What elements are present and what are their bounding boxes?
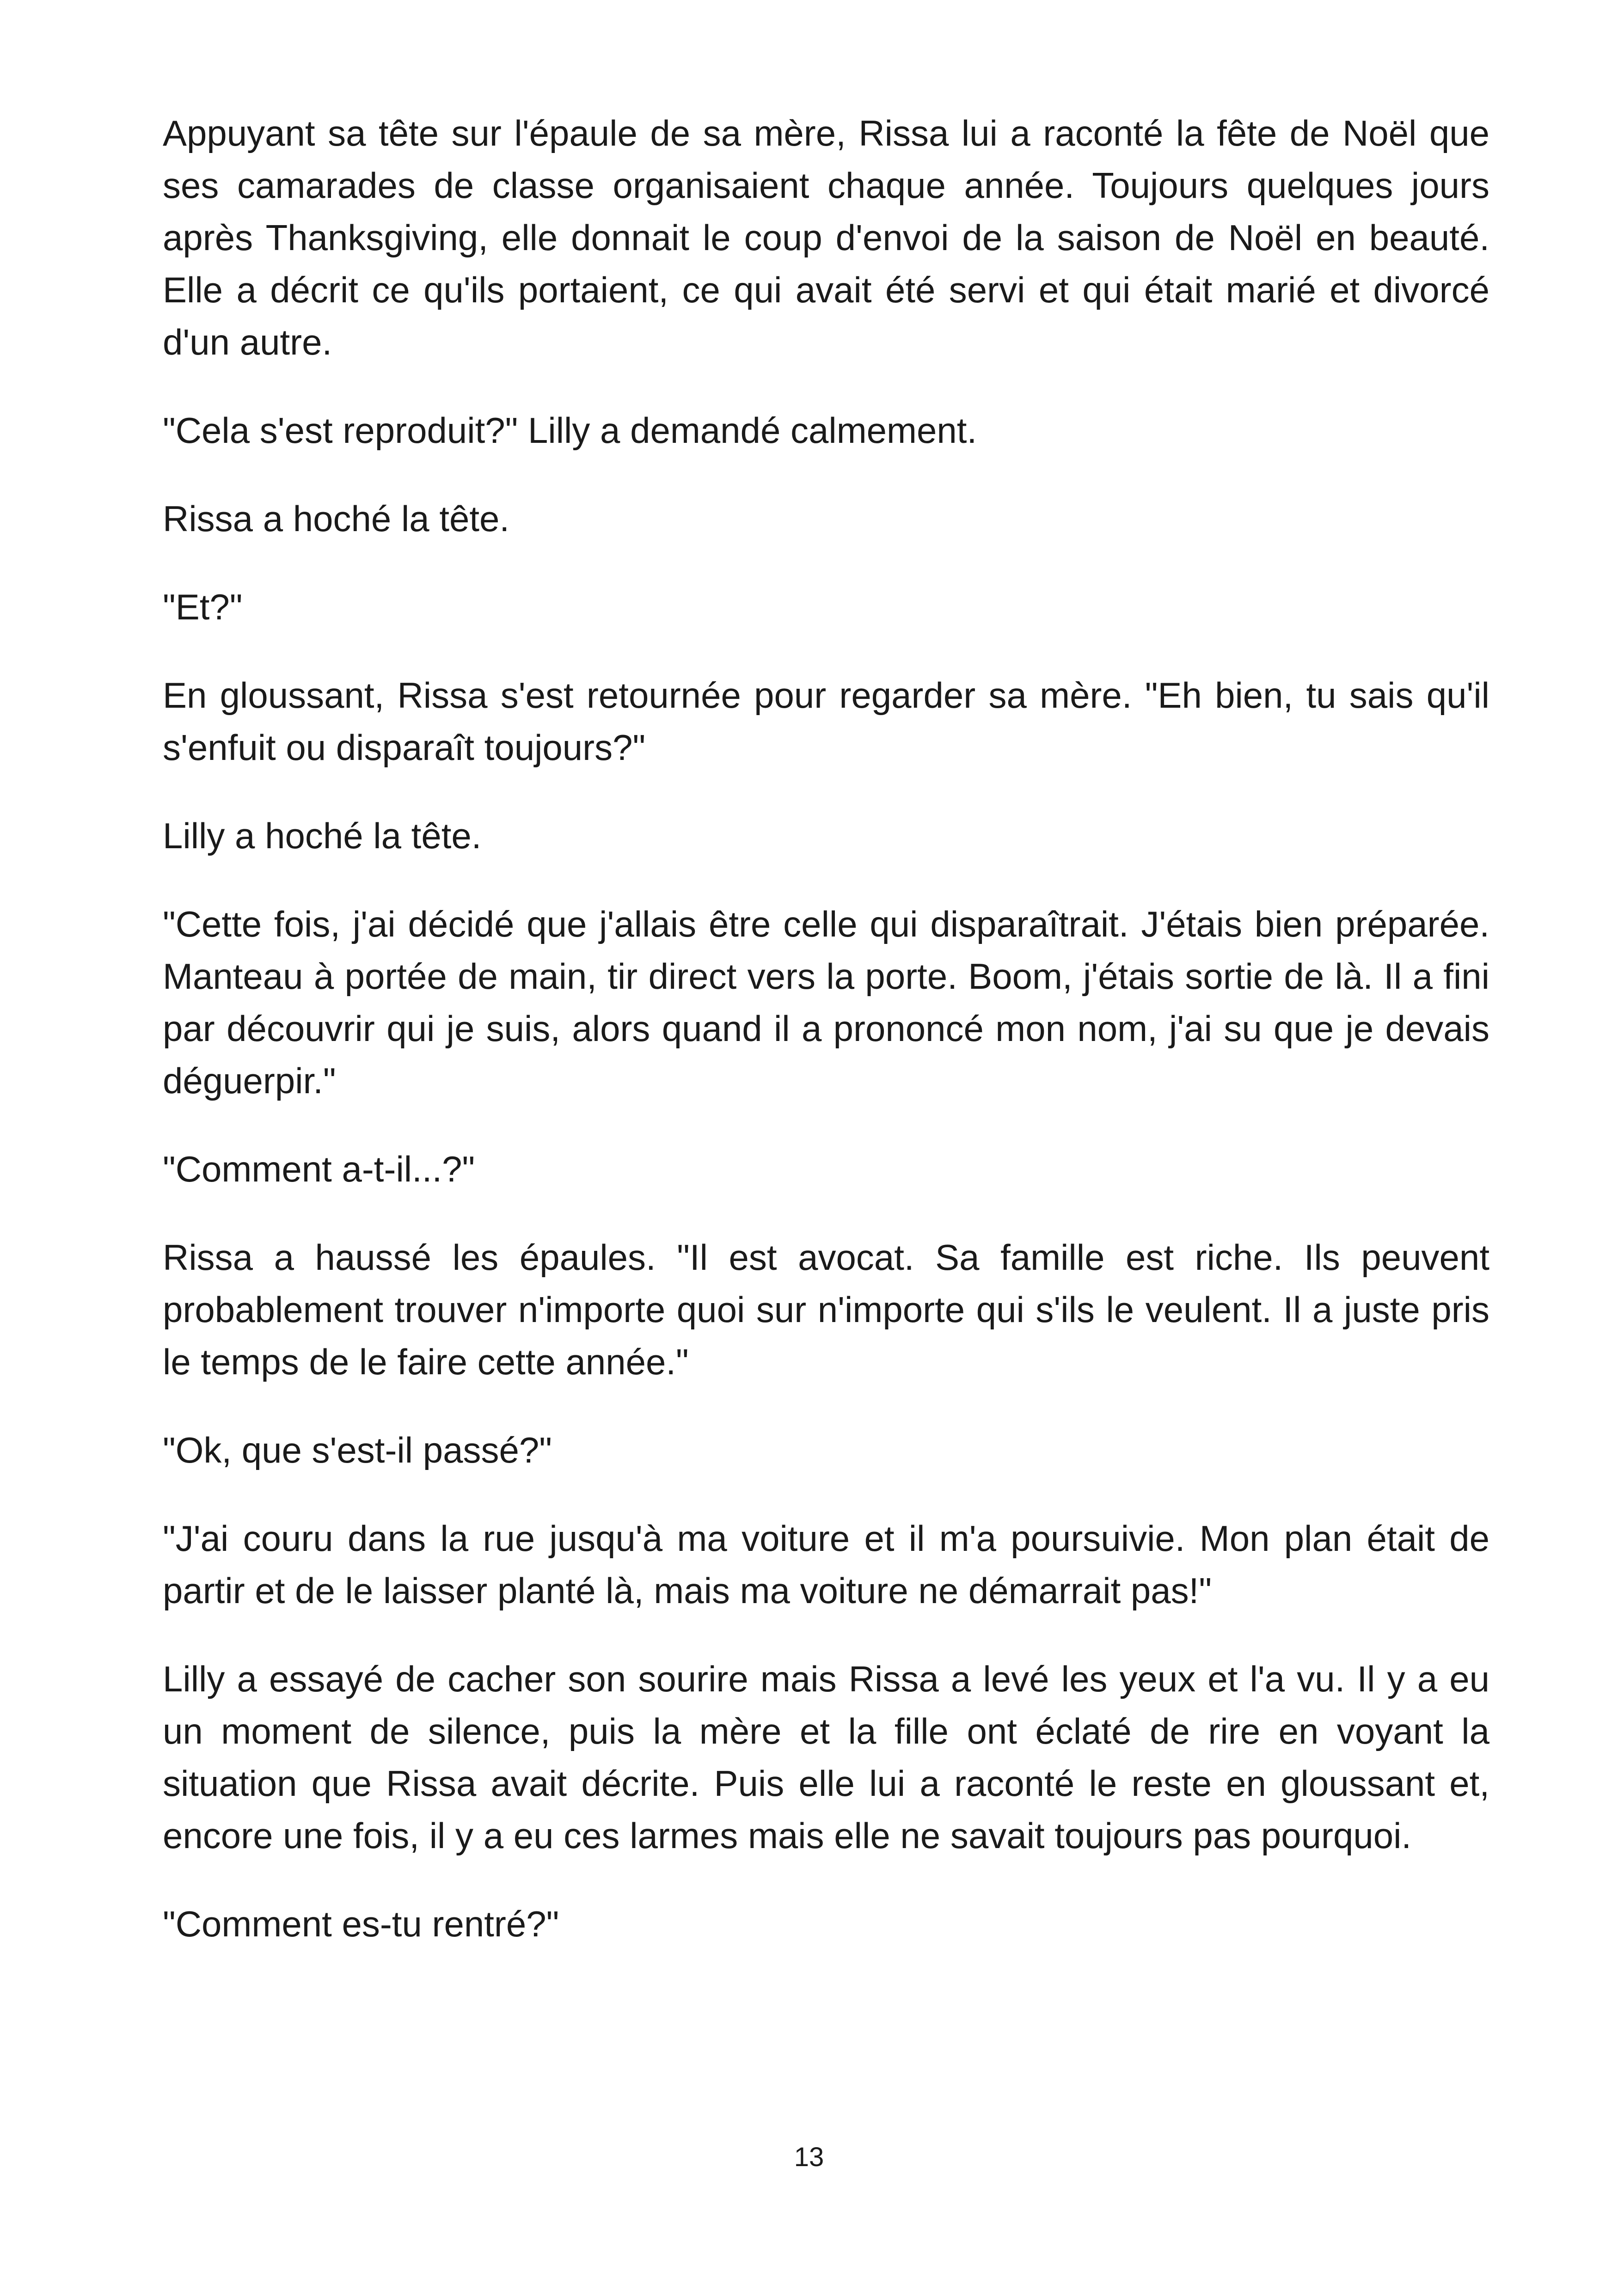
body-text — [163, 107, 1489, 1986]
paragraph: "Cette fois, j'ai décidé que j'allais être celle qui disparaîtrait. J'étais bien préparée. Manteau à portée de main, tir direct vers la porte. Boom, j'étais sortie de là. Il a fini par découvrir qui je suis, alors quand il a prononcé mon nom, j'ai su que je devais déguerpir." — [163, 904, 1489, 1101]
paragraph: "J'ai couru dans la rue jusqu'à ma voiture et il m'a poursuivie. Mon plan était de partir et de le laisser planté là, mais ma voiture ne démarrait pas!" — [163, 1518, 1489, 1611]
paragraph: "Ok, que s'est-il passé?" — [163, 1430, 552, 1470]
paragraph: En gloussant, Rissa s'est retournée pour regarder sa mère. "Eh bien, tu sais qu'il s'enfuit ou disparaît toujours?" — [163, 675, 1489, 768]
paragraph: Rissa a hoché la tête. — [163, 498, 510, 539]
page-number: 13 — [794, 2142, 824, 2172]
paragraph: Lilly a essayé de cacher son sourire mais Rissa a levé les yeux et l'a vu. Il y a eu un moment de silence, puis la mère et la fille ont éclaté de rire en voyant la situation que Rissa avait décrite. Puis elle lui a raconté le reste en gloussant et, encore une fois, il y a eu ces larmes mais elle ne savait toujours pas pourquoi. — [163, 1659, 1489, 1856]
paragraph: Appuyant sa tête sur l'épaule de sa mère, Rissa lui a raconté la fête de Noël que ses camarades de classe organisaient chaque année. Toujours quelques jours après Thanksgiving, elle donnait le coup d'envoi de la saison de Noël en beauté. Elle a décrit ce qu'ils portaient, ce qui avait été servi et qui était marié et divorcé d'un autre. — [163, 113, 1489, 362]
paragraph: "Comment es-tu rentré?" — [163, 1904, 559, 1944]
paragraph: "Et?" — [163, 587, 243, 627]
paragraph: Rissa a haussé les épaules. "Il est avocat. Sa famille est riche. Ils peuvent probablement trouver n'importe quoi sur n'importe qui s'ils le veulent. Il a juste pris le temps de le faire cette année." — [163, 1237, 1489, 1382]
paragraph: "Comment a-t-il...?" — [163, 1149, 475, 1189]
paragraph: Lilly a hoché la tête. — [163, 815, 482, 856]
paragraph: "Cela s'est reproduit?" Lilly a demandé calmement. — [163, 410, 977, 451]
